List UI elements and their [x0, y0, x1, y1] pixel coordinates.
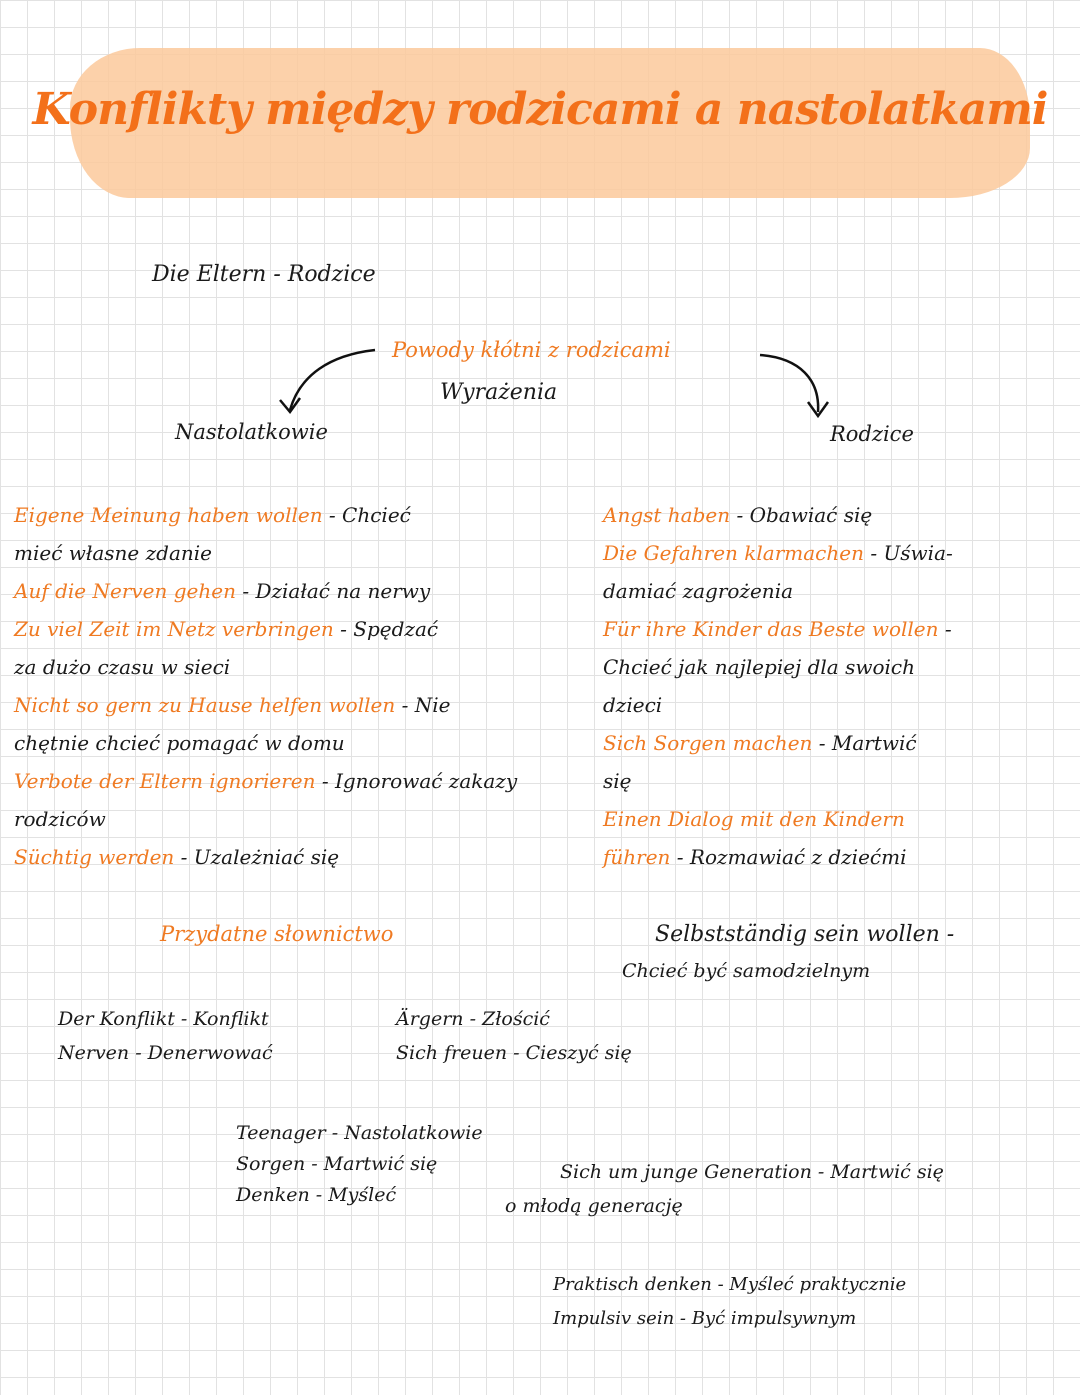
phrase-line — [14, 724, 594, 762]
polish-translation: dzieci — [603, 693, 663, 717]
vocab-item: Der Konflikt - Konflikt — [58, 1008, 269, 1030]
polish-translation: się — [603, 769, 632, 793]
phrase-line — [14, 610, 594, 648]
phrase-line — [14, 648, 594, 686]
phrase-line — [14, 686, 594, 724]
vocab-item: Sorgen - Martwić się — [236, 1153, 438, 1175]
vocab-item: Sich um junge Generation - Martwić się — [560, 1161, 944, 1183]
phrase-line — [603, 572, 1073, 610]
phrase-line — [603, 762, 1073, 800]
german-phrase: Die Gefahren klarmachen — [603, 541, 864, 565]
vocab-item: Teenager - Nastolatkowie — [236, 1122, 483, 1144]
phrase-line — [14, 800, 594, 838]
polish-translation: - Nie — [395, 693, 451, 717]
polish-translation: chętnie chcieć pomagać w domu — [14, 731, 345, 755]
german-phrase: Verbote der Eltern ignorieren — [14, 769, 316, 793]
vocab-item: Denken - Myśleć — [236, 1184, 397, 1206]
german-phrase: Einen Dialog mit den Kindern — [603, 807, 905, 831]
german-phrase: Für ihre Kinder das Beste wollen — [603, 617, 939, 641]
polish-translation: za dużo czasu w sieci — [14, 655, 231, 679]
polish-translation: - Ignorować zakazy — [315, 769, 518, 793]
polish-translation: - Chcieć — [322, 503, 411, 527]
page-title: Konflikty między rodzicami a nastolatkami — [32, 84, 1048, 135]
polish-translation: - Działać na nerwy — [235, 579, 431, 603]
phrase-line — [603, 648, 1073, 686]
phrase-line — [603, 496, 1073, 534]
polish-translation: - Spędzać — [333, 617, 439, 641]
vocab-item: Impulsiv sein - Być impulsywnym — [553, 1308, 857, 1329]
vocab-group-e — [553, 1268, 906, 1336]
polish-translation: - — [938, 617, 952, 641]
left-list — [14, 496, 594, 876]
german-phrase: Angst haben — [603, 503, 731, 527]
german-phrase: führen — [603, 845, 671, 869]
vocab-item: Nerven - Denerwować — [58, 1042, 273, 1064]
vocab-group-d — [505, 1155, 944, 1223]
polish-translation: - Obawiać się — [730, 503, 873, 527]
polish-translation: - Uzależniać się — [174, 845, 340, 869]
center-heading: Powody kłótni z rodzicami — [392, 338, 671, 362]
parents-label: Die Eltern - Rodzice — [152, 262, 376, 287]
phrase-line — [603, 838, 1073, 876]
vocab-item: Praktisch denken - Myśleć praktycznie — [553, 1274, 907, 1295]
vocab-group-a — [58, 1002, 273, 1070]
polish-translation: - Martwić — [812, 731, 917, 755]
phrase-line — [14, 534, 594, 572]
phrase-line — [14, 496, 594, 534]
right-branch-label: Rodzice — [830, 422, 914, 446]
phrase-line — [603, 724, 1073, 762]
phrase-line — [603, 686, 1073, 724]
phrase-line — [603, 534, 1073, 572]
right-list — [603, 496, 1073, 876]
phrase-line — [603, 800, 1073, 838]
polish-translation: damiać zagrożenia — [603, 579, 794, 603]
selbst-line-2: Chcieć być samodzielnym — [622, 960, 871, 982]
polish-translation: - Uświa- — [863, 541, 953, 565]
polish-translation: Chcieć jak najlepiej dla swoich — [603, 655, 915, 679]
german-phrase: Eigene Meinung haben wollen — [14, 503, 323, 527]
german-phrase: Zu viel Zeit im Netz verbringen — [14, 617, 334, 641]
vocab-group-c — [236, 1118, 483, 1211]
german-phrase: Nicht so gern zu Hause helfen wollen — [14, 693, 396, 717]
vocab-item: Sich freuen - Cieszyć się — [396, 1042, 632, 1064]
polish-translation: mieć własne zdanie — [14, 541, 212, 565]
polish-translation: rodziców — [14, 807, 106, 831]
phrase-line — [14, 572, 594, 610]
vocab-item: Ärgern - Złościć — [396, 1008, 550, 1030]
german-phrase: Sich Sorgen machen — [603, 731, 813, 755]
phrase-line — [14, 838, 594, 876]
useful-heading: Przydatne słownictwo — [160, 922, 394, 946]
german-phrase: Süchtig werden — [14, 845, 175, 869]
vocab-group-b — [396, 1002, 632, 1070]
left-branch-label: Nastolatkowie — [175, 420, 328, 444]
phrase-line — [14, 762, 594, 800]
selbst-line-1: Selbstständig sein wollen - — [655, 922, 955, 947]
german-phrase: Auf die Nerven gehen — [14, 579, 236, 603]
polish-translation: - Rozmawiać z dziećmi — [670, 845, 907, 869]
vocab-item: o młodą generację — [505, 1195, 683, 1217]
phrase-line — [603, 610, 1073, 648]
center-sub: Wyrażenia — [440, 380, 558, 405]
